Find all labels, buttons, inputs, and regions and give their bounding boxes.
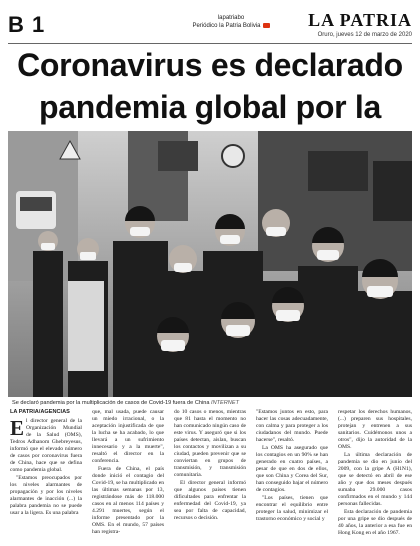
article-column-1 [10,409,82,543]
crowd-photo-illustration [8,131,412,397]
youtube-icon [263,23,270,28]
paragraph: "Los países, tienen que encontrar el equilibrio entre proteger la salud, minimizar el trastorno económico y social y [256,495,328,522]
drop-cap: E [10,416,25,440]
headline-line-1: Coronavirus es declarado [17,47,403,83]
article-column-2 [92,409,164,543]
article-column-3 [174,409,246,543]
article-body [10,409,412,543]
paragraph: Fuera de China, el país donde inició el contagio del Covid-19, se ha multiplicado en las últimas semanas por 13, registrándose más de 118.000 casos en al menos 114 países y 4.291 muertes, según el informe presentado por la OMS. En el mundo, 57 países han registra- [92,466,164,535]
paragraph: La OMS ha asegurado que los contagios en un 90% se han generado en cuatro países, a pesar de que en dos de ellos, que son China y Corea del Sur, han conseguido bajar el número de contagios. [256,445,328,493]
byline: LA PATRIA/AGENCIAS [10,409,70,415]
article-column-5 [338,409,412,543]
paragraph: respetar los derechos humanos, (...) preparen sus hospitales, protejan y entrenen a sus sanitarios. Cuidémonos unos a otros", dijo la autoridad de la OMS. [338,409,412,450]
paragraph: l director general de la Organización Mundial de la Salud (OMS), Tedros Adhanom Ghebreyesus, informó que el elevado número de casos por coronavirus fuera de China, hace que se defina como pandemia global. [10,418,82,473]
social-links [156,14,306,30]
newspaper-brand: LA PATRIA [308,10,412,30]
paragraph: "Estamos preocupados por los niveles alarmantes de propagación y por los niveles alarmantes de inacción (...) la palabra pandemia no se puede usar a la ligera. Es una palabra [10,475,82,516]
social-name-row [156,22,306,30]
headline-line-2: pandemia global por la [39,89,381,125]
news-photo [8,131,412,397]
dateline: Oruro, jueves 12 de marzo de 2020 [317,32,412,38]
caption-text: Se declaró pandemia por la multiplicación de casos de Covid-19 fuera de China [12,400,210,406]
paragraph: La última declaración de pandemia se dio en junio del 2009, con la gripe A (H1N1), que se detectó en abril de ese año y que dos meses después sumaba 29.000 casos confirmados en el mundo y 144 personas fallecidas. [338,452,412,507]
paragraph: do 10 casos o menos, mientras que 81 hasta el momento no han comunicado ningún caso de este virus. Y aseguró que si los países detectan, aislan, buscan los contactos y movilizan a su ciudad, pueden prevenir que se conviertan en grupos de transmisión, y transmisión comunitaria. [174,409,246,478]
social-handle: lapatriabo [217,15,245,21]
paragraph: "Estamos juntos en esto, para hacer las cosas adecuadamente, con calma y para proteger a los ciudadanos del mundo. Puede hacerse", resaltó. [256,409,328,443]
paragraph: El director general informó que algunos países tienen dificultades para enfrentar la enfermedad del Covid-19, ya sea por falta de capacidad, recursos o decisión. [174,480,246,521]
photo-caption [12,400,412,406]
article-column-4 [256,409,328,543]
masthead [8,10,412,42]
paragraph: que, mal usada, puede causar un miedo irracional, o la aceptación injustificada de que la lucha se ha acabado, lo que llevará a un sufrimiento innecesario y a la muerte", resaltó el director en la conferencia. [92,409,164,464]
paragraph: Esta declaración de pandemia por una gripe se dio después de 40 años, la anterior a esa fue en Hong Kong en el año 1967. [338,509,412,536]
photo-credit: INTERNET [211,400,239,406]
social-name: Periódico la Patria Bolivia [192,23,261,29]
section-tag: B 1 [8,12,46,37]
